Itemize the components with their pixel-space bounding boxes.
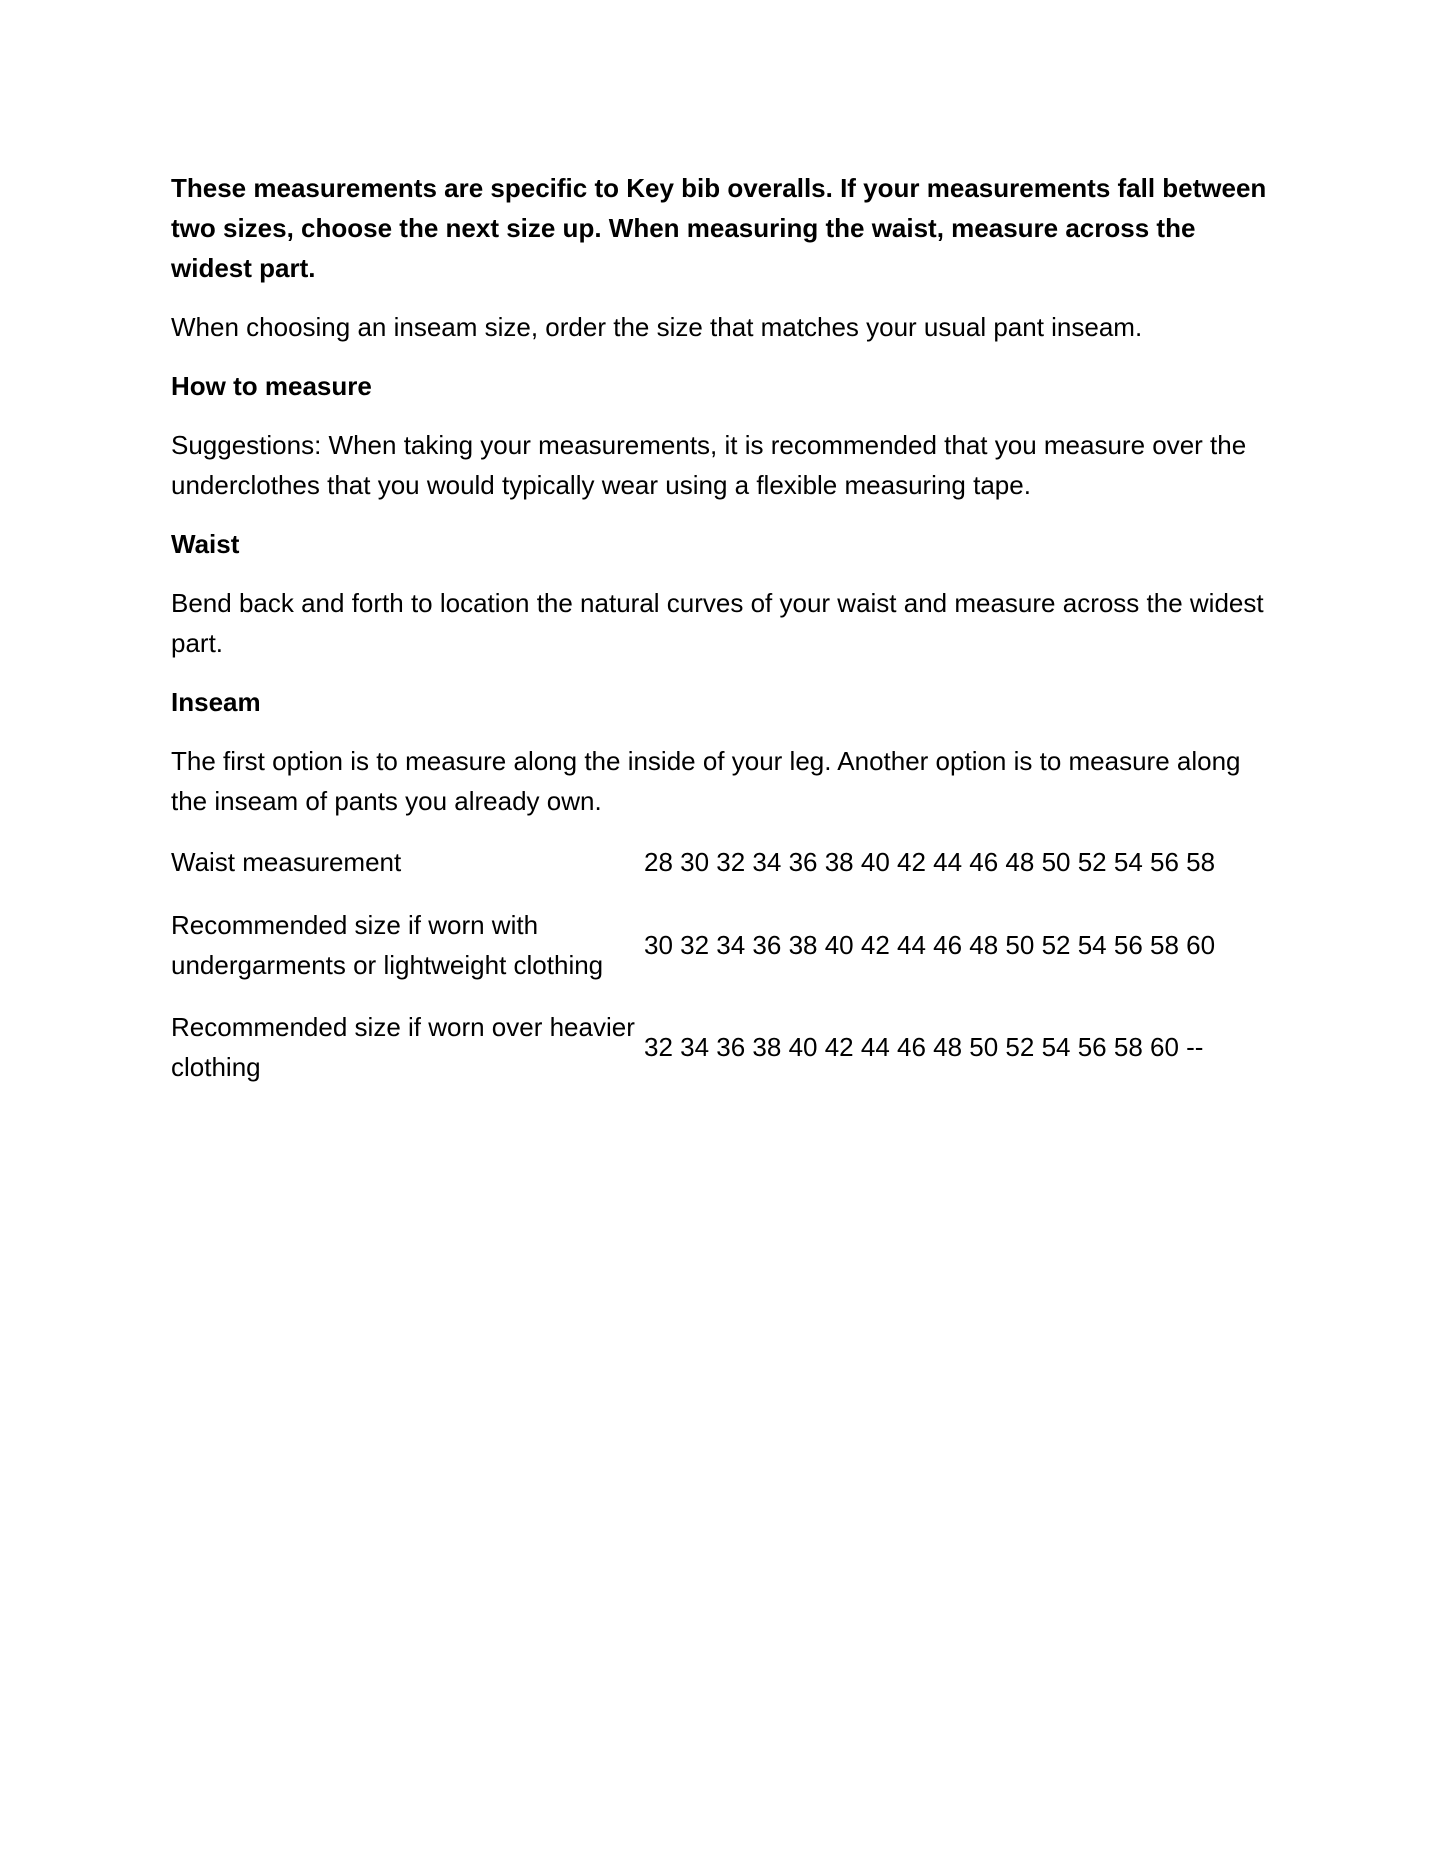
heavier-size-values: 32 34 36 38 40 42 44 46 48 50 52 54 56 58 60 -- — [644, 1032, 1204, 1062]
lightweight-size-values: 30 32 34 36 38 40 42 44 46 48 50 52 54 56 58 60 — [644, 930, 1216, 960]
inseam-heading: Inseam — [171, 687, 261, 717]
lightweight-size-label: Recommended size if worn with undergarments or lightweight clothing — [171, 910, 604, 980]
waist-measurement-values: 28 30 32 34 36 38 40 42 44 46 48 50 52 54 56 58 — [644, 847, 1216, 877]
intro-paragraph: These measurements are specific to Key bib overalls. If your measurements fall between two sizes, choose the next size up. When measuring the waist, measure across the widest part. — [171, 173, 1267, 283]
inseam-paragraph: The first option is to measure along the inside of your leg. Another option is to measure along the inseam of pants you already own. — [171, 746, 1241, 816]
heavier-size-label: Recommended size if worn over heavier clothing — [171, 1012, 635, 1082]
size-table — [171, 842, 1215, 1087]
how-to-measure-heading: How to measure — [171, 371, 372, 401]
how-to-measure-paragraph: Suggestions: When taking your measurements, it is recommended that you measure over the underclothes that you would typically wear using a flexible measuring tape. — [171, 430, 1247, 500]
waist-measurement-label: Waist measurement — [171, 847, 402, 877]
table-row — [171, 842, 1215, 905]
table-row — [171, 1007, 1215, 1087]
table-row — [171, 905, 1215, 1007]
inseam-note-paragraph: When choosing an inseam size, order the size that matches your usual pant inseam. — [171, 312, 1143, 342]
waist-heading: Waist — [171, 529, 240, 559]
waist-paragraph: Bend back and forth to location the natural curves of your waist and measure across the widest part. — [171, 588, 1264, 658]
document-page — [171, 168, 1281, 1087]
